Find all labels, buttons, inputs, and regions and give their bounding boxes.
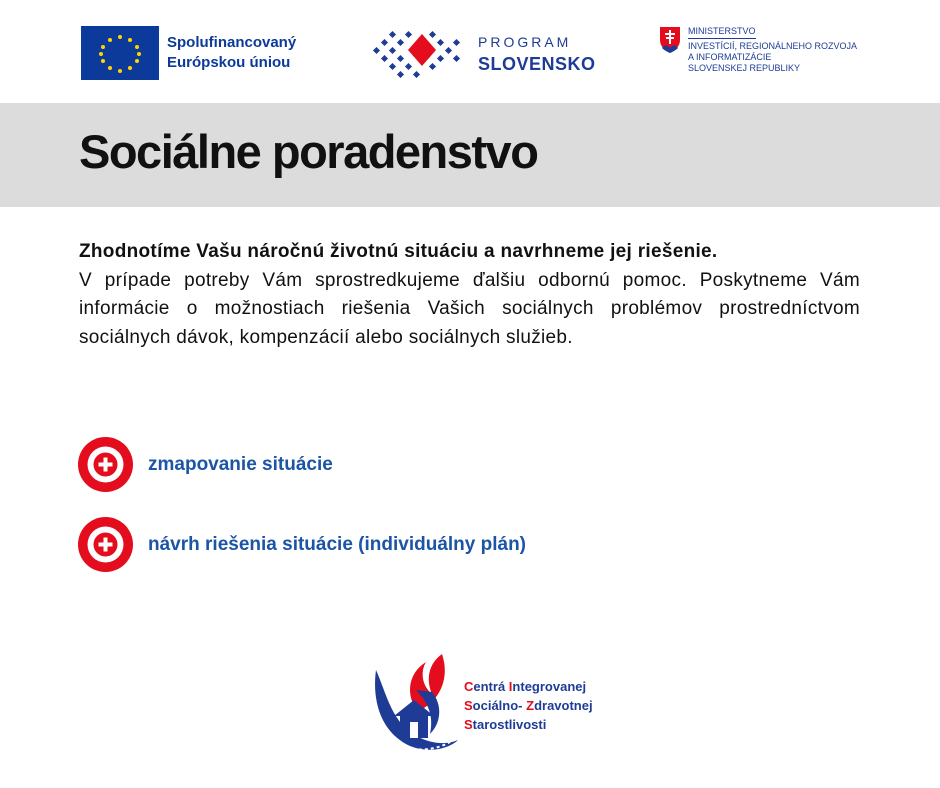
eu-text: Spolufinancovaný Európskou úniou [167,34,297,71]
ministry-text [688,26,888,74]
slovensko-label: SLOVENSKO [478,54,596,74]
page-title: Sociálne poradenstvo [79,125,538,178]
list-item [78,437,333,492]
slovak-coat-of-arms-icon [658,26,682,54]
ministry-line-3: A INFORMATIZÁCIE [688,52,772,62]
intro-paragraph: V prípade potreby Vám sprostredkujeme ďalšiu odbornú pomoc. Poskytneme Vám informácie o možnostiach riešenia Vašich sociálnych problémov prostredníctvom sociálnych dávok, kompenzácií alebo sociálnych služieb. [79,269,860,348]
ministry-line-4: SLOVENSKEJ REPUBLIKY [688,63,801,73]
cisz-line-1: Centrá Integrovanej [464,678,587,694]
cisz-line-3: Starostlivosti [464,716,547,732]
cisz-logo [370,650,593,760]
cisz-line-2: Sociálno- Zdravotnej [464,697,593,713]
eu-flag-icon [81,26,159,80]
cisz-house-flame-icon [370,650,462,760]
ministry-line-1: MINISTERSTVO [688,26,756,39]
ministry-line-2: INVESTÍCIÍ, REGIONÁLNEHO ROZVOJA [688,41,858,51]
list-item-label: zmapovanie situácie [148,453,333,475]
intro-text [79,238,860,352]
header-logos [0,0,940,103]
program-slovensko-text [478,31,596,75]
program-slovensko-logo [370,28,596,78]
ministry-logo [658,26,888,74]
program-label: PROGRAM [478,34,572,50]
list-item-label: návrh riešenia situácie (individuálny plán) [148,533,526,555]
red-cross-circle-icon [78,517,133,572]
eu-cofinancing-logo [81,26,327,80]
cisz-text [464,677,593,734]
red-cross-circle-icon [78,437,133,492]
intro-lead: Zhodnotíme Vašu náročnú životnú situáciu a navrhneme jej riešenie. [79,241,718,262]
program-slovensko-icon [370,28,468,78]
list-item [78,517,526,572]
